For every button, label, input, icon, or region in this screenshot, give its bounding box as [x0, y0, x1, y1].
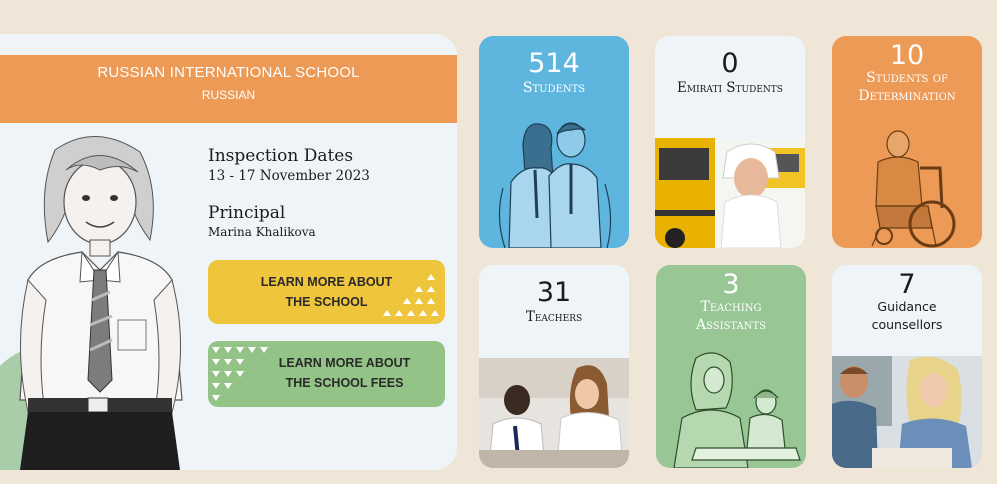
stat-label-assistants-line1: Teaching: [700, 299, 762, 315]
triangle-pattern-icon: [383, 274, 439, 320]
students-illustration: [479, 108, 629, 248]
stat-card-teaching-assistants: [656, 265, 806, 468]
student-girl-illustration: [0, 130, 200, 470]
principal-name: Marina Khalikova: [208, 225, 316, 239]
stat-number-students: 514: [528, 48, 580, 79]
stat-label-assistants-line2: Assistants: [695, 317, 767, 333]
school-card: [0, 34, 457, 470]
stat-label-determination-line2: Determination: [858, 88, 956, 104]
emirati-student-photo: [655, 138, 805, 248]
stat-number-determination: 10: [889, 40, 925, 71]
learn-more-school-line2: THE SCHOOL: [285, 295, 368, 309]
stat-card-determination: [832, 36, 982, 248]
learn-more-fees-line2: THE SCHOOL FEES: [285, 376, 404, 390]
learn-more-school-button[interactable]: [208, 260, 445, 324]
stat-card-teachers: [479, 265, 629, 468]
school-name: RUSSIAN INTERNATIONAL SCHOOL: [97, 64, 360, 81]
counselling-session-photo: [832, 356, 982, 468]
learn-more-fees-label: [244, 353, 445, 393]
stat-label-determination-line1: Students of: [866, 70, 948, 86]
stat-label-assistants: [660, 298, 802, 334]
principal-title: Principal: [208, 203, 286, 223]
stat-number-guidance: 7: [898, 269, 916, 300]
stat-card-students: [479, 36, 629, 248]
stat-number-teachers: 31: [536, 277, 572, 308]
stat-label-guidance-line1: Guidance: [877, 299, 937, 314]
stat-card-emirati-students: [655, 36, 805, 248]
stat-number-assistants: 3: [722, 269, 740, 300]
stat-label-teachers: Teachers: [525, 309, 583, 325]
stat-label-guidance: [836, 298, 978, 334]
inspection-dates-title: Inspection Dates: [208, 146, 354, 166]
stat-card-guidance-counsellors: [832, 265, 982, 468]
learn-more-fees-line1: LEARN MORE ABOUT: [278, 356, 411, 370]
stat-label-guidance-line2: counsellors: [871, 317, 943, 332]
learn-more-school-line1: LEARN MORE ABOUT: [260, 275, 393, 289]
stat-label-students: Students: [522, 80, 586, 96]
stat-number-emirati: 0: [721, 48, 739, 79]
wheelchair-student-illustration: [832, 128, 982, 248]
learn-more-fees-button[interactable]: [208, 341, 445, 407]
inspection-dates-value: 13 - 17 November 2023: [208, 168, 370, 184]
teaching-assistant-illustration: [656, 348, 806, 468]
classroom-teacher-photo: [479, 358, 629, 468]
school-curriculum: RUSSIAN: [201, 88, 256, 102]
stat-label-determination: [836, 69, 978, 105]
stat-label-emirati: Emirati Students: [677, 80, 783, 96]
school-header: [0, 55, 457, 123]
